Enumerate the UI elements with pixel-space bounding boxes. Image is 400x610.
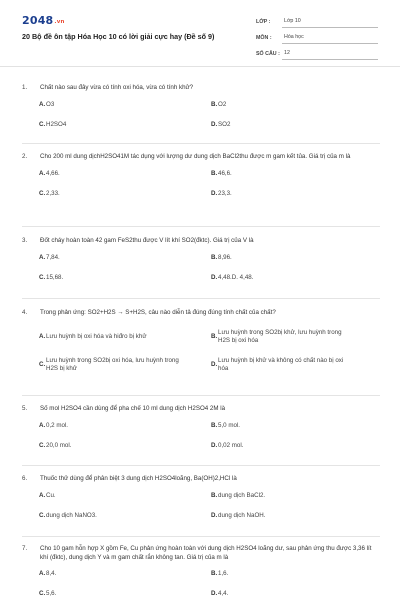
meta-subject-value: Hóa học: [282, 34, 378, 44]
option-a[interactable]: [22, 254, 194, 274]
question-text: Thuốc thử dùng để phân biệt 3 dung dịch H2SO4loãng, Ba(OH)2,HCl là: [40, 475, 237, 482]
option-label: D.: [211, 273, 218, 281]
question-stem: [22, 404, 380, 414]
option-label: A.: [39, 100, 46, 108]
option-b[interactable]: [194, 254, 366, 274]
question-stem: [22, 236, 380, 246]
option-d[interactable]: [194, 590, 366, 610]
meta-subject-key: MÔN :: [256, 35, 272, 41]
option-label: C.: [39, 189, 46, 197]
option-label: B.: [211, 100, 218, 108]
document-meta: [256, 12, 378, 60]
answer-options: [22, 492, 380, 532]
option-label: B.: [211, 169, 218, 177]
option-c[interactable]: [22, 590, 194, 610]
option-label: D.: [211, 590, 218, 597]
option-text: 1,6.: [218, 570, 229, 577]
meta-class-row: [256, 12, 378, 28]
question-3: [22, 236, 380, 294]
question-number: 2.: [22, 153, 28, 160]
option-text: 5,0 mol.: [218, 421, 241, 429]
question-text: Cho 10 gam hỗn hợp X gồm Fe, Cu phản ứng hoàn toàn với dung dịch H2SO4 loãng dư, sau phản ứng thu được 3,36 lít khí (đktc), dung dịch Y và m gam chất rắn không tan. Giá trị của m là: [40, 545, 372, 561]
meta-class-value: Lớp 10: [282, 18, 378, 28]
option-text: 0,2 mol.: [46, 421, 69, 429]
option-text: dung dịch BaCl2.: [218, 491, 266, 499]
option-label: A.: [39, 253, 46, 261]
option-b[interactable]: [194, 329, 366, 357]
answer-options: [22, 254, 380, 294]
meta-count-value: 12: [282, 50, 378, 60]
question-number: 7.: [22, 545, 28, 552]
option-text: 46,6.: [218, 169, 232, 177]
option-text: 23,3.: [218, 189, 232, 197]
option-label: C.: [39, 273, 46, 281]
option-text: O3: [46, 100, 55, 108]
option-text: 4,48.D. 4,48.: [218, 273, 254, 281]
option-label: D.: [211, 189, 218, 197]
answer-options: [22, 329, 380, 385]
option-text: Lưu huỳnh bị khử và không có chất nào bị oxi hóa: [218, 356, 344, 372]
option-text: 15,68.: [46, 273, 64, 281]
option-label: B.: [211, 332, 218, 340]
option-d[interactable]: [194, 121, 366, 141]
option-label: B.: [211, 570, 218, 577]
option-b[interactable]: [194, 492, 366, 512]
option-label: C.: [39, 360, 46, 368]
meta-class-key: LỚP :: [256, 19, 271, 25]
option-text: Lưu huỳnh bị oxi hóa và hiđro bị khử: [46, 332, 147, 340]
option-b[interactable]: [194, 170, 366, 190]
option-text: Lưu huỳnh trong SO2bị oxi hóa, lưu huỳnh trong H2S bị khử: [46, 356, 179, 372]
option-d[interactable]: [194, 357, 366, 385]
option-label: D.: [211, 511, 218, 519]
question-number: 4.: [22, 309, 28, 316]
question-divider: [22, 536, 380, 537]
option-d[interactable]: [194, 442, 366, 462]
option-a[interactable]: [22, 422, 194, 442]
option-label: D.: [211, 360, 218, 368]
option-b[interactable]: [194, 422, 366, 442]
question-number: 5.: [22, 405, 28, 412]
option-label: C.: [39, 120, 46, 128]
answer-options: [22, 170, 380, 210]
option-text: Lưu huỳnh trong SO2bị khử, lưu huỳnh trong H2S bị oxi hóa: [218, 328, 342, 344]
answer-options: [22, 422, 380, 462]
question-6: [22, 474, 380, 532]
option-b[interactable]: [194, 570, 366, 590]
option-text: 20,0 mol.: [46, 441, 72, 449]
question-stem: [22, 83, 380, 93]
option-text: 7,84.: [46, 253, 60, 261]
option-c[interactable]: [22, 121, 194, 141]
option-c[interactable]: [22, 190, 194, 210]
option-label: C.: [39, 441, 46, 449]
meta-count-row: [256, 44, 378, 60]
option-text: SO2: [218, 120, 231, 128]
question-text: Số mol H2SO4 cần dùng để pha chế 10 ml dung dịch H2SO4 2M là: [40, 405, 226, 412]
question-number: 1.: [22, 84, 28, 91]
meta-subject-row: [256, 28, 378, 44]
option-label: A.: [39, 169, 46, 177]
question-divider: [22, 298, 380, 299]
option-label: D.: [211, 441, 218, 449]
option-a[interactable]: [22, 101, 194, 121]
question-number: 6.: [22, 475, 28, 482]
question-divider: [22, 465, 380, 466]
option-d[interactable]: [194, 190, 366, 210]
option-label: B.: [211, 253, 218, 261]
option-label: D.: [211, 120, 218, 128]
question-divider: [22, 143, 380, 144]
option-text: 8,96.: [218, 253, 232, 261]
answer-options: [22, 101, 380, 141]
option-label: C.: [39, 511, 46, 519]
option-d[interactable]: [194, 512, 366, 532]
question-5: [22, 404, 380, 462]
question-stem: [22, 308, 380, 318]
question-1: [22, 83, 380, 141]
option-text: 5,6.: [46, 590, 57, 597]
option-label: A.: [39, 421, 46, 429]
question-7: [22, 545, 380, 610]
question-stem: [22, 545, 380, 562]
option-text: O2: [218, 100, 227, 108]
option-a[interactable]: [22, 492, 194, 512]
question-4: [22, 308, 380, 385]
option-a[interactable]: [22, 570, 194, 590]
option-c[interactable]: [22, 442, 194, 462]
logo-text: 2048: [22, 14, 54, 27]
question-divider: [22, 226, 380, 227]
option-text: H2SO4: [46, 120, 67, 128]
option-text: Cu.: [46, 491, 56, 499]
answer-options: [22, 570, 380, 610]
option-text: 0,02 mol.: [218, 441, 244, 449]
option-text: dung dịch NaOH.: [218, 511, 266, 519]
document-header: [0, 0, 400, 62]
option-b[interactable]: [194, 101, 366, 121]
option-text: 2,33.: [46, 189, 60, 197]
option-c[interactable]: [22, 274, 194, 294]
question-stem: [22, 152, 380, 162]
question-text: Trong phản ứng: SO2+H2S → S+H2S, câu nào diễn tả đúng đúng tính chất của chất?: [40, 309, 276, 316]
question-divider: [22, 395, 380, 396]
document-title: 20 Bộ đề ôn tập Hóa Học 10 có lời giải cực hay (Đề số 9): [22, 32, 215, 41]
option-label: B.: [211, 421, 218, 429]
question-stem: [22, 474, 380, 484]
option-c[interactable]: [22, 357, 194, 385]
option-label: A.: [39, 570, 46, 577]
question-text: Đốt cháy hoàn toàn 42 gam FeS2thu được V lít khí SO2(đktc). Giá trị của V là: [40, 237, 254, 244]
option-text: 8,4.: [46, 570, 57, 577]
option-c[interactable]: [22, 512, 194, 532]
option-label: A.: [39, 332, 46, 340]
option-a[interactable]: [22, 329, 194, 357]
option-label: A.: [39, 491, 46, 499]
question-text: Cho 200 ml dung dịchH2SO41M tác dụng với lượng dư dung dịch BaCl2thu được m gam kết tủa. Giá trị của m là: [40, 153, 351, 160]
meta-count-key: SỐ CÂU :: [256, 51, 280, 57]
option-label: C.: [39, 590, 46, 597]
question-number: 3.: [22, 237, 28, 244]
question-text: Chất nào sau đây vừa có tính oxi hóa, vừa có tính khử?: [40, 84, 194, 91]
option-text: 4,4.: [218, 590, 229, 597]
option-label: B.: [211, 491, 218, 499]
option-a[interactable]: [22, 170, 194, 190]
header-divider: [0, 66, 400, 67]
option-text: dung dịch NaNO3.: [46, 511, 97, 519]
logo-suffix: .vn: [54, 19, 65, 25]
site-logo[interactable]: [22, 14, 65, 27]
question-2: [22, 152, 380, 210]
option-text: 4,66.: [46, 169, 60, 177]
option-d[interactable]: [194, 274, 366, 294]
